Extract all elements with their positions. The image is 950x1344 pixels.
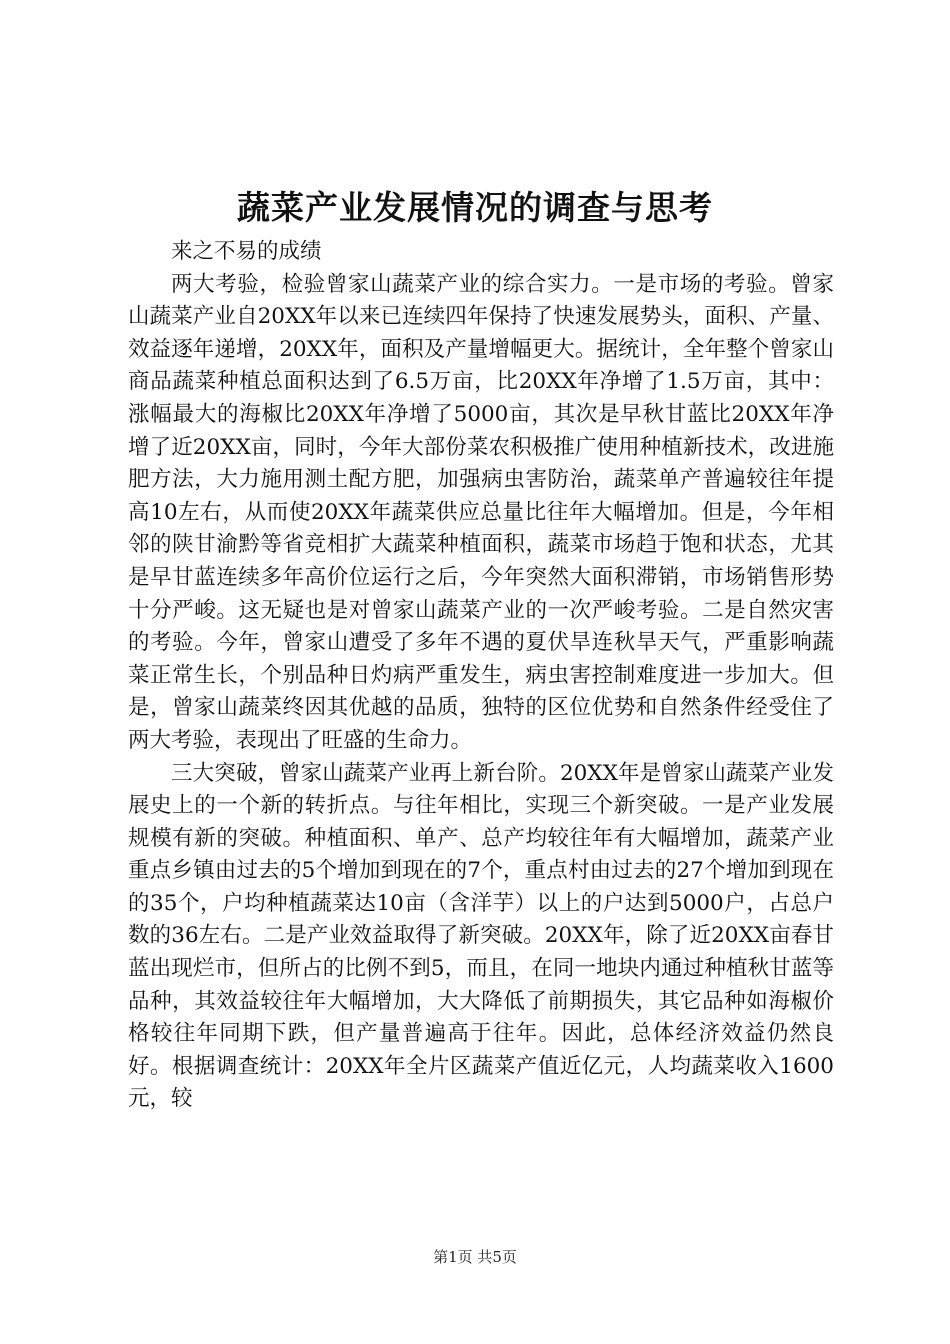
page-footer: 第1页 共5页 (433, 1248, 517, 1266)
section-heading: 来之不易的成绩 (171, 239, 322, 264)
document-body (128, 236, 834, 1116)
paragraph: 三大突破，曾家山蔬菜产业再上新台阶。20XX年是曾家山蔬菜产业发展史上的一个新的转折点。与往年相比，实现三个新突破。一是产业发展规模有新的突破。种植面积、单产、总产均较往年有大幅增加，蔬菜产业重点乡镇由过去的5个增加到现在的7个，重点村由过去的27个增加到现在的35个，户均种植蔬菜达10亩（含洋芋）以上的户达到5000户，占总户数的36左右。二是产业效益取得了新突破。20XX年，除了近20XX亩春甘蓝出现烂市，但所占的比例不到5，而且，在同一地块内通过种植秋甘蓝等品种，其效益较往年大幅增加，大大降低了前期损失，其它品种如海椒价格较往年同期下跌，但产量普遍高于往年。因此，总体经济效益仍然良好。根据调查统计：20XX年全片区蔬菜产值近亿元，人均蔬菜收入1600元，较 (128, 760, 834, 1112)
paragraph: 两大考验，检验曾家山蔬菜产业的综合实力。一是市场的考验。曾家山蔬菜产业自20XX年以来已连续四年保持了快速发展势头，面积、产量、效益逐年递增，20XX年，面积及产量增幅更大。据统计，全年整个曾家山商品蔬菜种植总面积达到了6.5万亩，比20XX年净增了1.5万亩，其中：涨幅最大的海椒比20XX年净增了5000亩，其次是早秋甘蓝比20XX年净增了近20XX亩，同时，今年大部份菜农积极推广使用种植新技术，改进施肥方法，大力施用测土配方肥，加强病虫害防治，蔬菜单产普遍较往年提高10左右，从而使20XX年蔬菜供应总量比往年大幅增加。但是，今年相邻的陕甘渝黔等省竞相扩大蔬菜种植面积，蔬菜市场趋于饱和状态，尤其是早甘蓝连续多年高价位运行之后，今年突然大面积滞销，市场销售形势十分严峻。这无疑也是对曾家山蔬菜产业的一次严峻考验。二是自然灾害的考验。今年，曾家山遭受了多年不遇的夏伏旱连秋旱天气，严重影响蔬菜正常生长，个别品种日灼病严重发生，病虫害控制难度进一步加大。但是，曾家山蔬菜终因其优越的品质，独特的区位优势和自然条件经受住了两大考验，表现出了旺盛的生命力。 (128, 271, 834, 753)
document-title: 蔬菜产业发展情况的调查与思考 (237, 188, 713, 227)
